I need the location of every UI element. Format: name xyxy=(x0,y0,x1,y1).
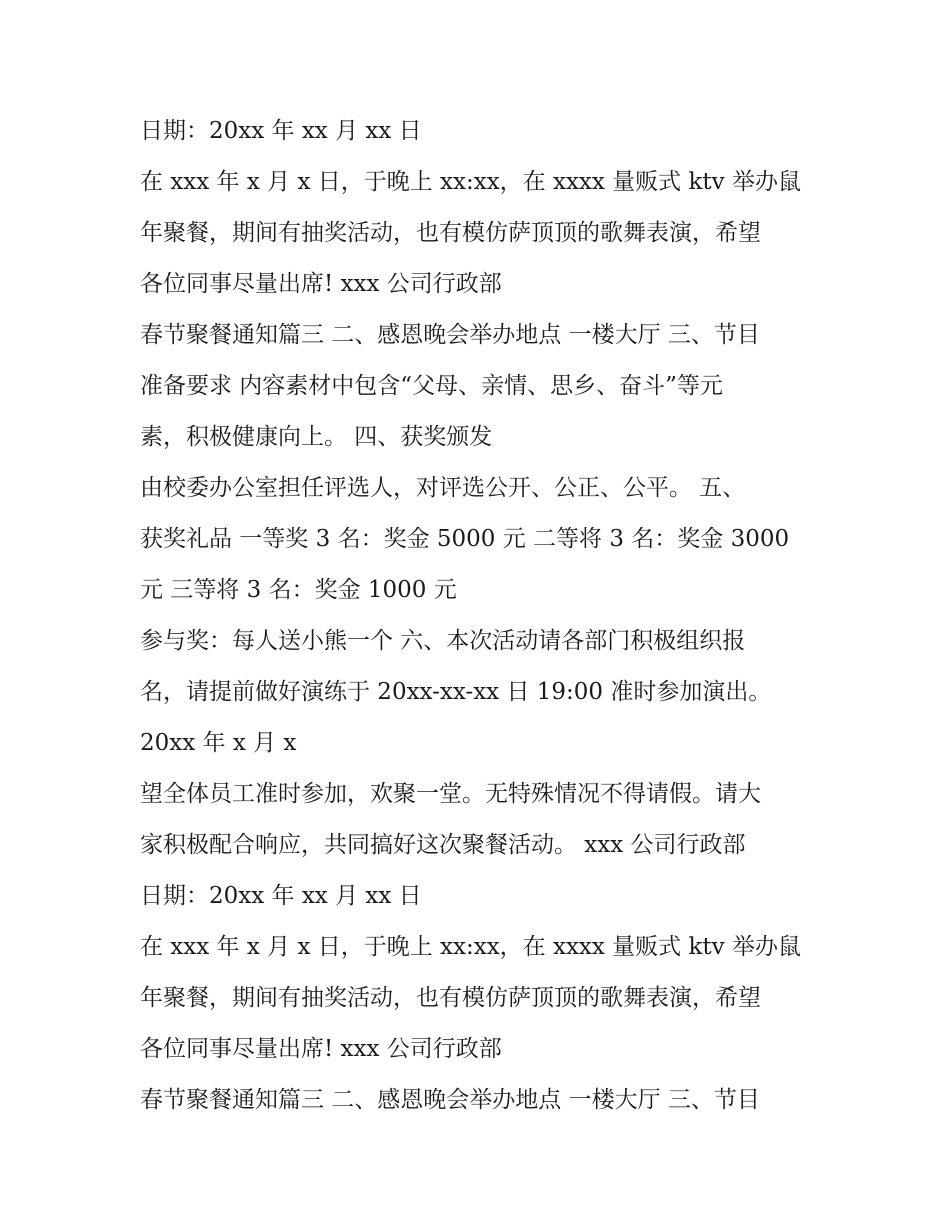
text-line: 春节聚餐通知篇三 二、感恩晚会举办地点 一楼大厅 三、节目 xyxy=(140,322,760,348)
text-line: 素，积极健康向上。 四、获奖颁发 xyxy=(140,424,493,450)
text-line: 由校委办公室担任评选人，对评选公开、公正、公平。 五、 xyxy=(140,475,746,501)
text-line: 准备要求 内容素材中包含“父母、亲情、思乡、奋斗”等元 xyxy=(140,373,723,399)
text-line: 在 xxx 年 x 月 x 日，于晚上 xx:xx，在 xxxx 量贩式 ktv 举办鼠 xyxy=(140,934,801,960)
text-line: 参与奖：每人送小熊一个 六、本次活动请各部门积极组织报 xyxy=(140,628,746,654)
text-line: 获奖礼品 一等奖 3 名：奖金 5000 元 二等将 3 名：奖金 3000 xyxy=(140,526,790,552)
text-line: 各位同事尽量出席! xxx 公司行政部 xyxy=(140,1036,502,1062)
text-line: 20xx 年 x 月 x xyxy=(140,730,297,756)
text-line: 在 xxx 年 x 月 x 日，于晚上 xx:xx，在 xxxx 量贩式 ktv 举办鼠 xyxy=(140,169,801,195)
text-line: 望全体员工准时参加，欢聚一堂。无特殊情况不得请假。请大 xyxy=(140,781,761,807)
text-line: 元 三等将 3 名：奖金 1000 元 xyxy=(140,577,457,603)
text-line: 各位同事尽量出席! xxx 公司行政部 xyxy=(140,271,502,297)
text-line: 日期：20xx 年 xx 月 xx 日 xyxy=(140,118,422,144)
text-line: 日期：20xx 年 xx 月 xx 日 xyxy=(140,883,422,909)
text-line: 家积极配合响应，共同搞好这次聚餐活动。 xxx 公司行政部 xyxy=(140,832,746,858)
text-line: 年聚餐，期间有抽奖活动，也有模仿萨顶顶的歌舞表演，希望 xyxy=(140,985,761,1011)
text-line: 春节聚餐通知篇三 二、感恩晚会举办地点 一楼大厅 三、节目 xyxy=(140,1087,760,1113)
text-line: 年聚餐，期间有抽奖活动，也有模仿萨顶顶的歌舞表演，希望 xyxy=(140,220,761,246)
text-line: 名，请提前做好演练于 20xx-xx-xx 日 19:00 准时参加演出。 xyxy=(140,679,772,705)
